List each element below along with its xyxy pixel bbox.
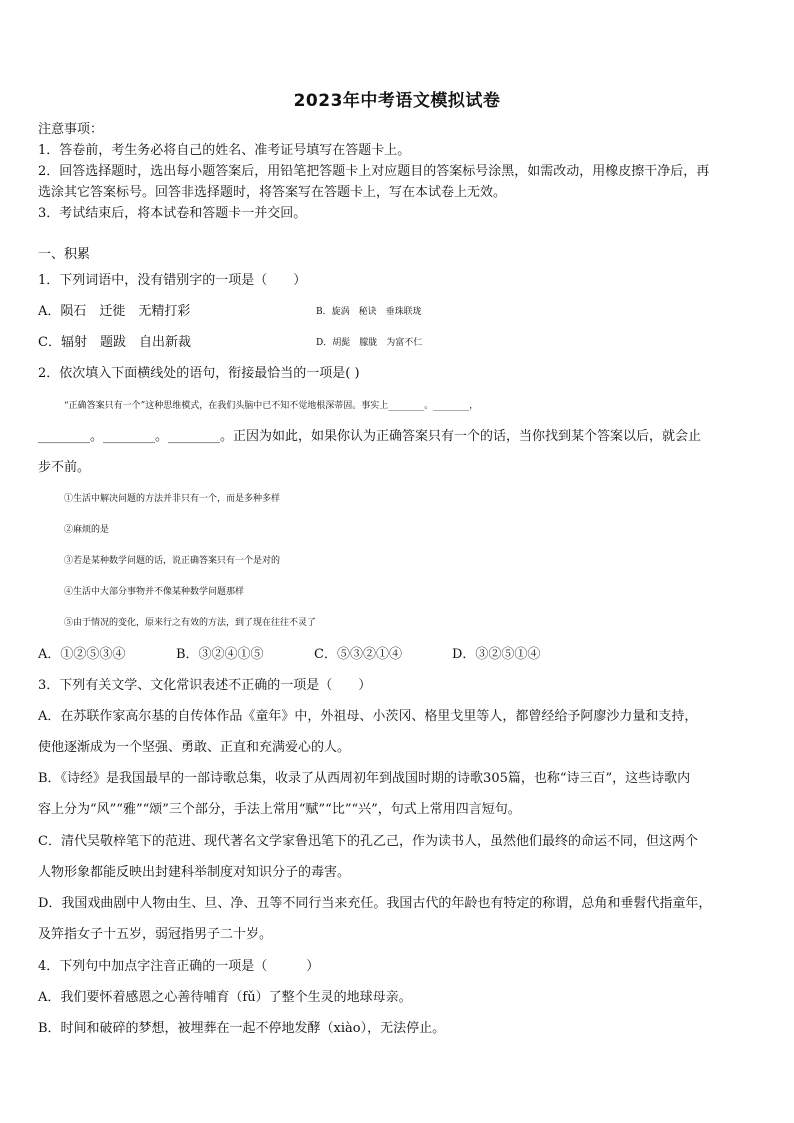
notice-item-2: 2．回答选择题时，选出每小题答案后，用铅笔把答题卡上对应题目的答案标号涂黑，如需改动，用橡皮擦干净后，再: [38, 164, 710, 179]
q2-stem: 2．依次填入下面横线处的语句，衔接最恰当的一项是( ): [38, 366, 360, 381]
q1-option-c: C．辐射 题跋 自出新裁: [38, 335, 191, 350]
q3-option-d-line-2: 及笄指女子十五岁，弱冠指男子二十岁。: [38, 927, 273, 942]
q2-option-b: B．③②④①⑤: [176, 647, 264, 662]
q1-option-d: D．胡髭 朦胧 为富不仁: [316, 338, 423, 348]
section-heading: 一、积累: [38, 247, 91, 262]
q3-option-b-line-1: B．《诗经》是我国最早的一部诗歌总集，收录了从西周初年到战国时期的诗歌305篇，也称“诗三百”，这些诗歌内: [38, 771, 691, 786]
q2-item-3: ③若是某种数学问题的话，说正确答案只有一个是对的: [64, 556, 281, 566]
q4-stem: 4．下列句中加点字注音正确的一项是（ ）: [38, 959, 320, 974]
q2-option-a: A．①②⑤③④: [38, 647, 126, 662]
q2-options: [38, 646, 762, 664]
q3-option-a-line-1: A．在苏联作家高尔基的自传体作品《童年》中，外祖母、小茨冈、格里戈里等人，都曾经给予阿廖沙力量和支持，: [38, 709, 698, 724]
q2-item-2: ②麻烦的是: [64, 525, 110, 535]
notice-item-3: 3．考试结束后，将本试卷和答题卡一并交回。: [38, 206, 307, 221]
q3-option-b-line-2: 容上分为“风”“雅”“颂”三个部分，手法上常用“赋”“比”“兴”，句式上常用四言短句。: [38, 802, 521, 817]
q3-option-a-line-2: 使他逐渐成为一个坚强、勇敢、正直和充满爱心的人。: [38, 740, 351, 755]
q1-option-a: A．陨石 迁徙 无精打彩: [38, 304, 191, 319]
q2-paragraph-line-1: “正确答案只有一个”这种思维模式，在我们头脑中已不知不觉地根深蒂固。事实上________。________，: [64, 401, 479, 411]
q1-stem: 1．下列词语中，没有错别字的一项是（ ）: [38, 273, 307, 288]
q2-item-1: ①生活中解决问题的方法并非只有一个，而是多种多样: [64, 494, 281, 504]
q3-option-c-line-2: 人物形象都能反映出封建科举制度对知识分子的毒害。: [38, 865, 351, 880]
q3-option-c-line-1: C．清代吴敬梓笔下的范进、现代著名文学家鲁迅笔下的孔乙己，作为读书人，虽然他们最终的命运不同，但这两个: [38, 834, 698, 849]
notice-heading: 注意事项：: [38, 122, 104, 137]
q1-option-b: B．旋涡 秘诀 垂珠联珑: [316, 307, 422, 317]
q2-option-d: D．③②⑤①④: [452, 647, 541, 662]
notice-item-1: 1．答卷前，考生务必将自己的姓名、准考证号填写在答题卡上。: [38, 143, 411, 158]
q2-paragraph-line-2: ________。________。________。正因为如此，如果你认为正确答案只有一个的话，当你找到某个答案以后，就会止: [38, 429, 702, 444]
q4-option-a: A．我们要怀着感恩之心善待哺育（fǔ）了整个生灵的地球母亲。: [38, 990, 412, 1005]
page-title: 2023年中考语文模拟试卷: [293, 91, 501, 111]
q3-option-d-line-1: D．我国戏曲剧中人物由生、旦、净、丑等不同行当来充任。我国古代的年龄也有特定的称谓，总角和垂髫代指童年，: [38, 896, 712, 911]
q3-stem: 3．下列有关文学、文化常识表述不正确的一项是（ ）: [38, 678, 372, 693]
q2-paragraph-line-3: 步不前。: [38, 460, 91, 475]
q2-item-4: ④生活中大部分事物并不像某种数学问题那样: [64, 587, 245, 597]
q4-option-b: B．时间和破碎的梦想，被埋葬在一起不停地发酵（xiào），无法停止。: [38, 1021, 446, 1036]
q2-option-c: C．⑤③②①④: [314, 647, 402, 662]
notice-item-2-continued: 选涂其它答案标号。回答非选择题时，将答案写在答题卡上，写在本试卷上无效。: [38, 185, 507, 200]
q2-item-5: ⑤由于情况的变化，原来行之有效的方法，到了现在往往不灵了: [64, 618, 317, 628]
